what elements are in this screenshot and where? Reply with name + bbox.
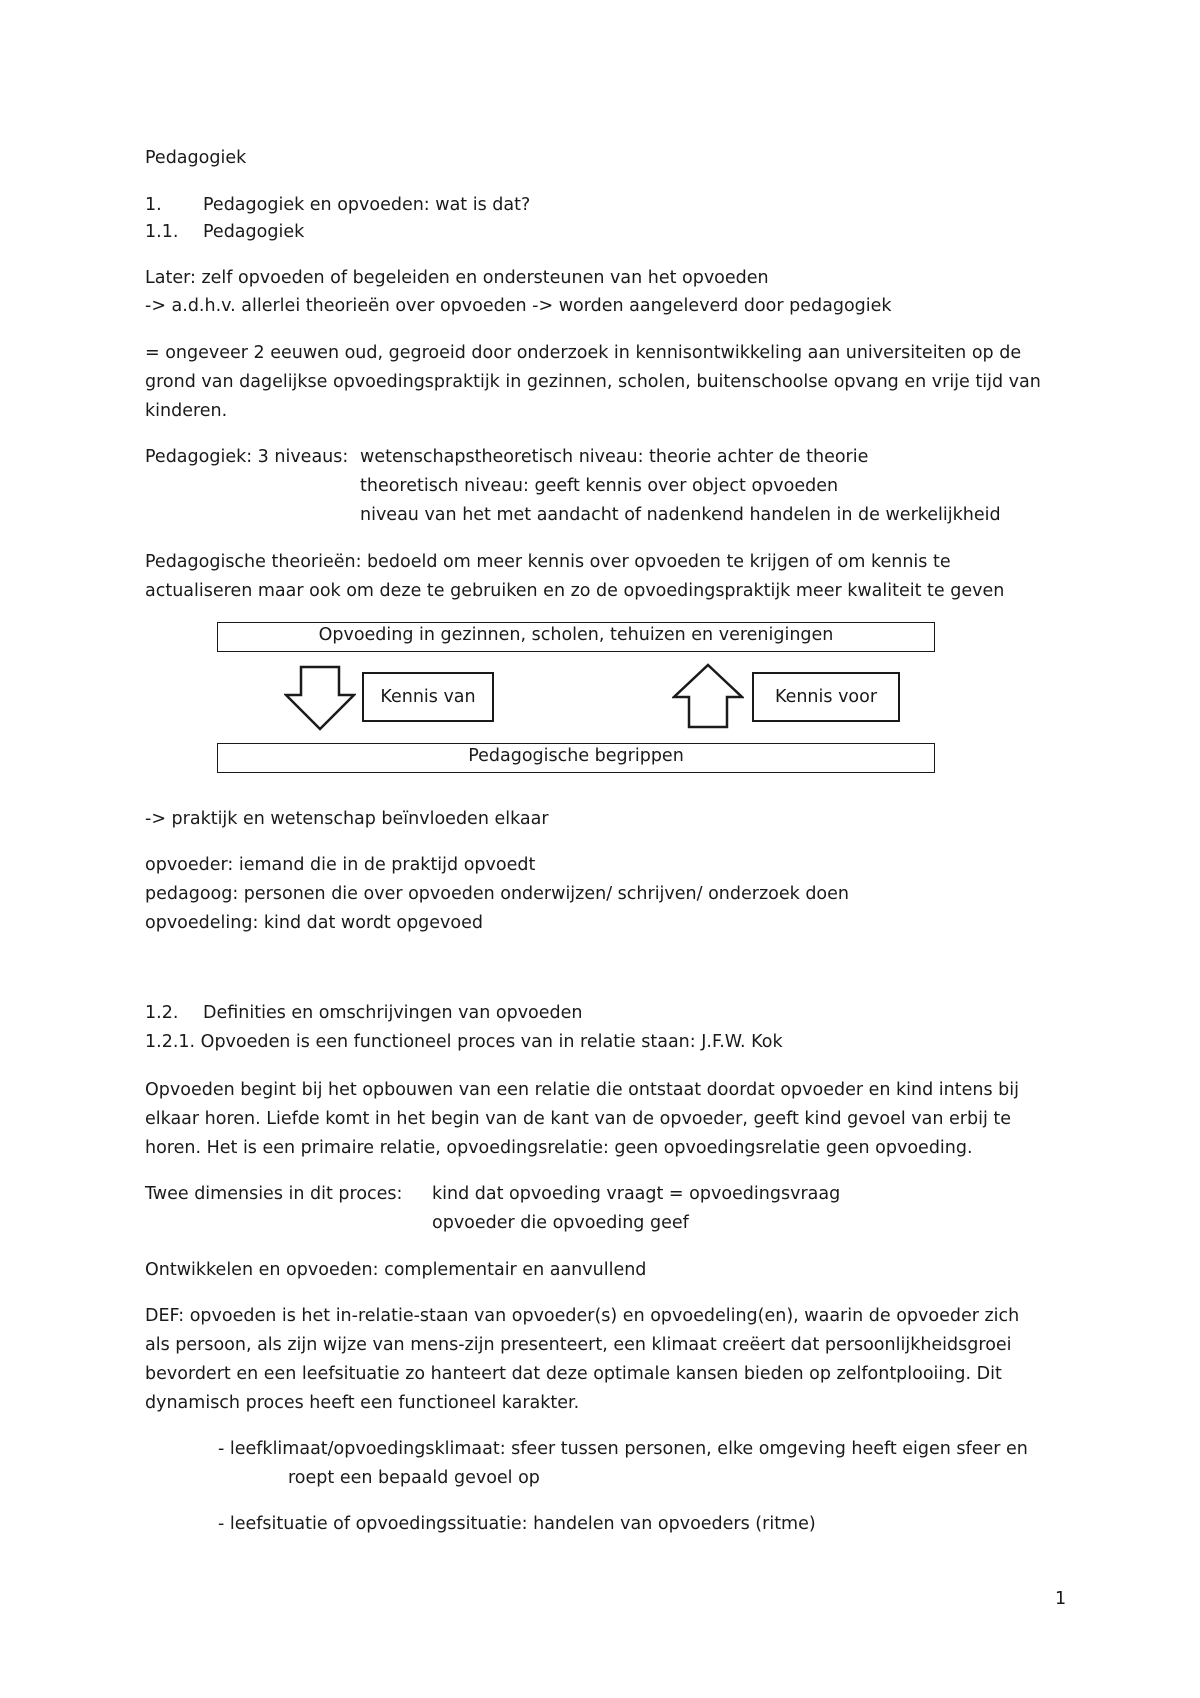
paragraph-line: grond van dagelijkse opvoedingspraktijk in gezinnen, scholen, buitenschoolse opvang en vrije tijd van [145, 372, 1041, 392]
bullet-item: - leefsituatie of opvoedingssituatie: handelen van opvoeders (ritme) [218, 1514, 816, 1534]
down-arrow-icon [284, 665, 356, 731]
paragraph-line: -> a.d.h.v. allerlei theorieën over opvoeden -> worden aangeleverd door pedagogiek [145, 296, 892, 316]
paragraph-line: = ongeveer 2 eeuwen oud, gegroeid door onderzoek in kennisontwikkeling aan universiteiten op de [145, 343, 1022, 363]
paragraph-line: bevordert en een leefsituatie zo hanteert dat deze optimale kansen bieden op zelfontplooiing. Dit [145, 1364, 1002, 1384]
heading-1 [145, 194, 530, 216]
niveau-item: niveau van het met aandacht of nadenkend handelen in de werkelijkheid [360, 505, 1001, 525]
diagram-top-box: Opvoeding in gezinnen, scholen, tehuizen en verenigingen [217, 622, 935, 652]
paragraph-line: -> praktijk en wetenschap beïnvloeden elkaar [145, 809, 549, 829]
diagram-left-box: Kennis van [362, 672, 494, 722]
paragraph-line: actualiseren maar ook om deze te gebruiken en zo de opvoedingspraktijk meer kwaliteit te geven [145, 581, 1005, 601]
page-number: 1 [1055, 1589, 1067, 1609]
dimensie-item: opvoeder die opvoeding geef [432, 1213, 689, 1233]
heading-text: Definities en omschrijvingen van opvoeden [203, 1003, 583, 1023]
definition-line: opvoeder: iemand die in de praktijd opvoedt [145, 855, 536, 875]
up-arrow-icon [672, 663, 744, 729]
dimensie-item: kind dat opvoeding vraagt = opvoedingsvraag [432, 1184, 841, 1204]
bullet-item: - leefklimaat/opvoedingsklimaat: sfeer tussen personen, elke omgeving heeft eigen sfeer en [218, 1439, 1028, 1459]
paragraph-line: Ontwikkelen en opvoeden: complementair en aanvullend [145, 1260, 647, 1280]
heading-1-2 [145, 1002, 583, 1024]
paragraph-line: kinderen. [145, 401, 228, 421]
paragraph-line: dynamisch proces heeft een functioneel karakter. [145, 1393, 580, 1413]
niveau-item: wetenschapstheoretisch niveau: theorie achter de theorie [360, 447, 869, 467]
niveau-item: theoretisch niveau: geeft kennis over object opvoeden [360, 476, 839, 496]
paragraph-line: Pedagogische theorieën: bedoeld om meer kennis over opvoeden te krijgen of om kennis te [145, 552, 951, 572]
paragraph-line: elkaar horen. Liefde komt in het begin van de kant van de opvoeder, geeft kind gevoel van erbij te [145, 1109, 1011, 1129]
definition-line: opvoedeling: kind dat wordt opgevoed [145, 913, 483, 933]
niveaus-label: Pedagogiek: 3 niveaus: [145, 447, 349, 467]
heading-text: Pedagogiek [203, 222, 305, 242]
bullet-item-continuation: roept een bepaald gevoel op [288, 1468, 540, 1488]
heading-1-2-1 [145, 1031, 783, 1053]
heading-1-1 [145, 221, 304, 243]
paragraph-line: Later: zelf opvoeden of begeleiden en ondersteunen van het opvoeden [145, 268, 769, 288]
paragraph-line: DEF: opvoeden is het in-relatie-staan van opvoeder(s) en opvoedeling(en), waarin de opvoeder zich [145, 1306, 1020, 1326]
diagram-right-box: Kennis voor [752, 672, 900, 722]
heading-number: 1. [145, 195, 162, 215]
heading-number: 1.2. [145, 1003, 179, 1023]
dimensies-label: Twee dimensies in dit proces: [145, 1184, 403, 1204]
document-title: Pedagogiek [145, 148, 247, 168]
heading-text: Pedagogiek en opvoeden: wat is dat? [203, 195, 531, 215]
paragraph-line: als persoon, als zijn wijze van mens-zijn presenteert, een klimaat creëert dat persoonlijkheidsgroei [145, 1335, 1012, 1355]
paragraph-line: Opvoeden begint bij het opbouwen van een relatie die ontstaat doordat opvoeder en kind intens bij [145, 1080, 1019, 1100]
heading-text: Opvoeden is een functioneel proces van in relatie staan: J.F.W. Kok [200, 1032, 783, 1052]
definition-line: pedagoog: personen die over opvoeden onderwijzen/ schrijven/ onderzoek doen [145, 884, 849, 904]
diagram-bottom-box: Pedagogische begrippen [217, 743, 935, 773]
heading-number: 1.1. [145, 222, 179, 242]
paragraph-line: horen. Het is een primaire relatie, opvoedingsrelatie: geen opvoedingsrelatie geen opvoeding. [145, 1138, 973, 1158]
heading-number: 1.2.1. [145, 1032, 196, 1052]
